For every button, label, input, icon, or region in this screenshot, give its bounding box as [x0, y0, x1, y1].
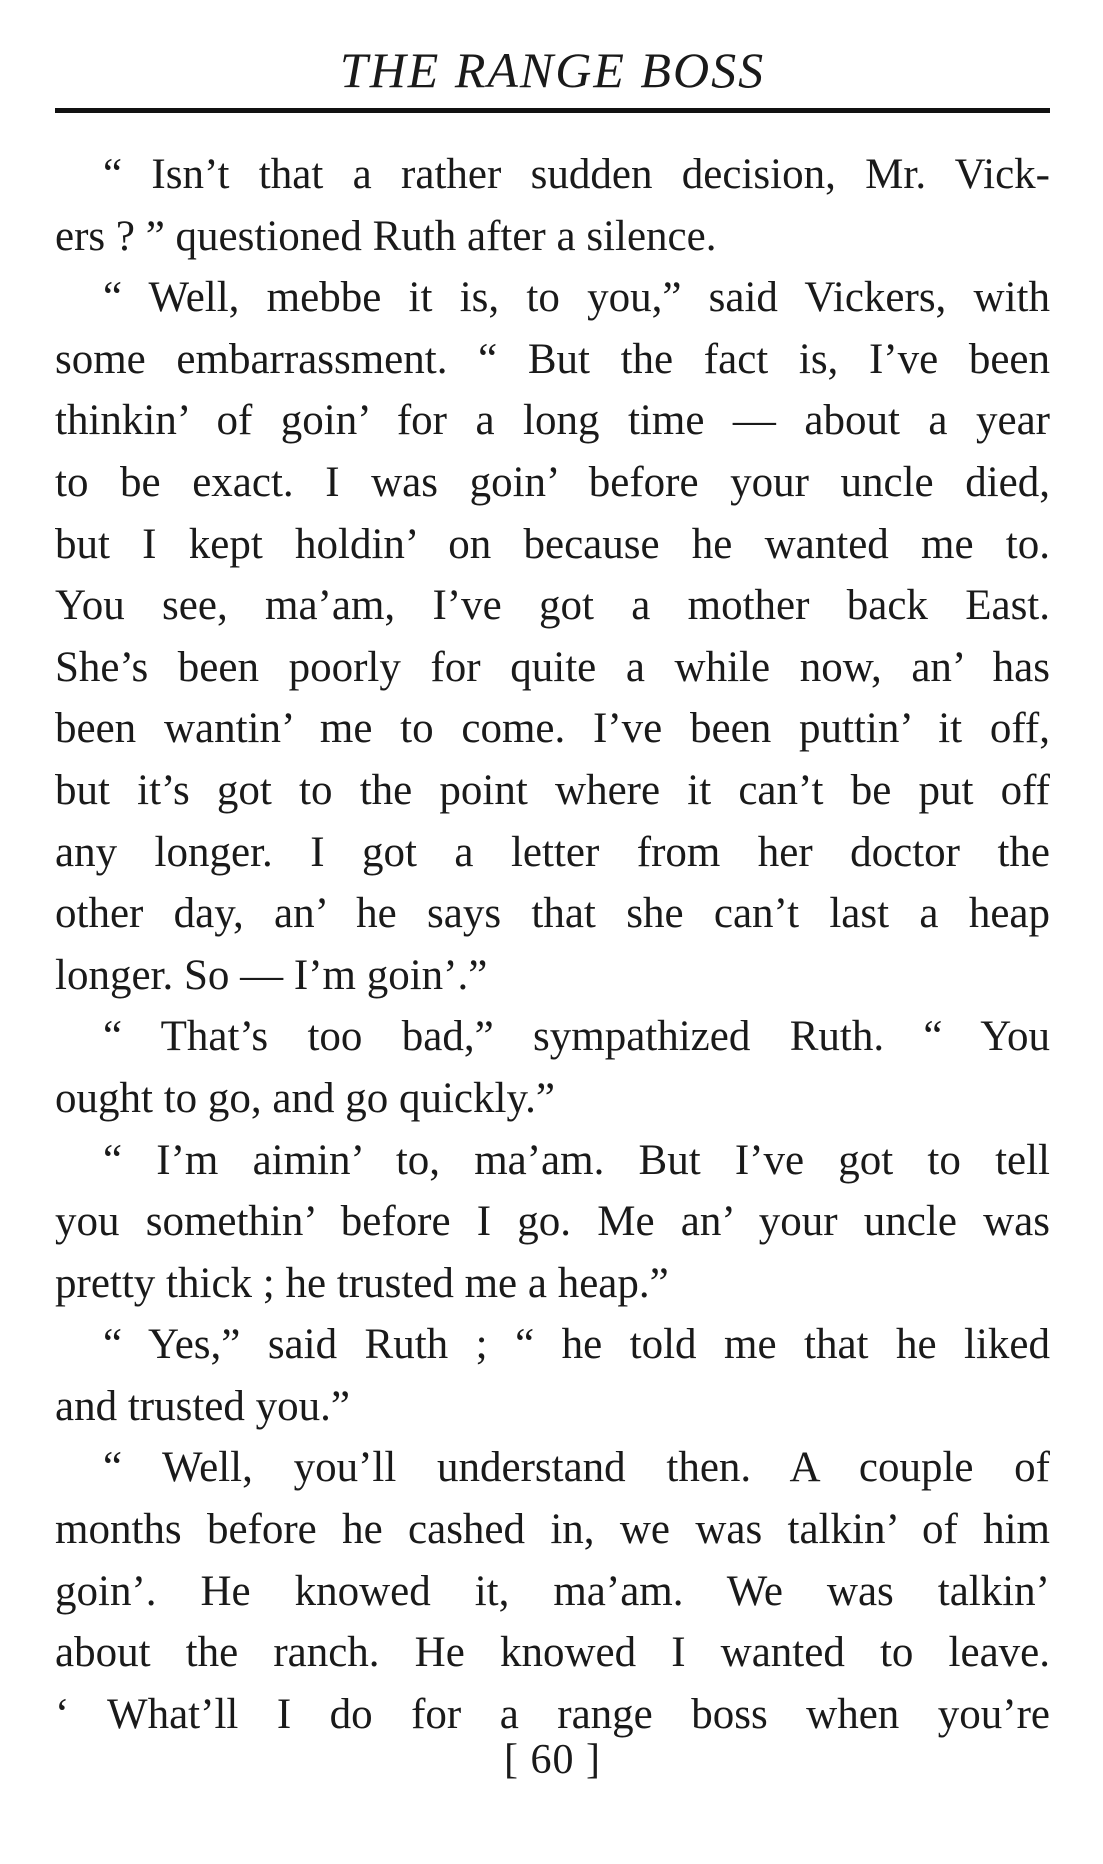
text-line: you somethin’ before I go. Me an’ your uncle was	[55, 1198, 1050, 1246]
text-line: other day, an’ he says that she can’t last a heap	[55, 890, 1050, 938]
text-line: some embarrassment. “ But the fact is, I’ve been	[55, 335, 1050, 383]
text-line: “ Isn’t that a rather sudden decision, Mr. Vick-	[103, 151, 1050, 198]
text-line: ‘ What’ll I do for a range boss when you’re	[55, 1690, 1050, 1738]
text-line: thinkin’ of goin’ for a long time — about a year	[55, 397, 1050, 445]
page-number: [ 60 ]	[504, 1737, 601, 1783]
text-line: any longer. I got a letter from her doctor the	[55, 828, 1050, 876]
running-head: THE RANGE BOSS	[339, 42, 766, 98]
text-line: to be exact. I was goin’ before your uncle died,	[55, 458, 1050, 506]
text-line: pretty thick ; he trusted me a heap.”	[55, 1259, 669, 1307]
text-line: but it’s got to the point where it can’t be put off	[55, 766, 1050, 814]
text-line: “ That’s too bad,” sympathized Ruth. “ You	[103, 1013, 1050, 1061]
text-line: She’s been poorly for quite a while now, an’ has	[55, 643, 1050, 691]
text-line: “ Well, you’ll understand then. A couple of	[103, 1444, 1050, 1492]
header-rule	[55, 108, 1050, 113]
text-line: about the ranch. He knowed I wanted to leave.	[55, 1629, 1050, 1677]
text-line: but I kept holdin’ on because he wanted me to.	[55, 520, 1050, 568]
book-page	[55, 0, 1050, 1864]
body-text	[55, 144, 1050, 1745]
text-line: ers ? ” questioned Ruth after a silence.	[55, 212, 717, 260]
text-line: goin’. He knowed it, ma’am. We was talkin’	[55, 1567, 1050, 1615]
text-line: months before he cashed in, we was talkin’ of him	[55, 1506, 1050, 1554]
text-line: “ Well, mebbe it is, to you,” said Vickers, with	[103, 274, 1050, 322]
text-line: “ Yes,” said Ruth ; “ he told me that he liked	[103, 1321, 1050, 1369]
text-line: been wantin’ me to come. I’ve been puttin’ it off,	[55, 705, 1050, 753]
text-line: You see, ma’am, I’ve got a mother back East.	[55, 582, 1050, 630]
text-line: “ I’m aimin’ to, ma’am. But I’ve got to tell	[103, 1136, 1050, 1184]
text-line: ought to go, and go quickly.”	[55, 1074, 556, 1122]
text-line: and trusted you.”	[55, 1382, 350, 1430]
text-line: longer. So — I’m goin’.”	[55, 951, 488, 999]
